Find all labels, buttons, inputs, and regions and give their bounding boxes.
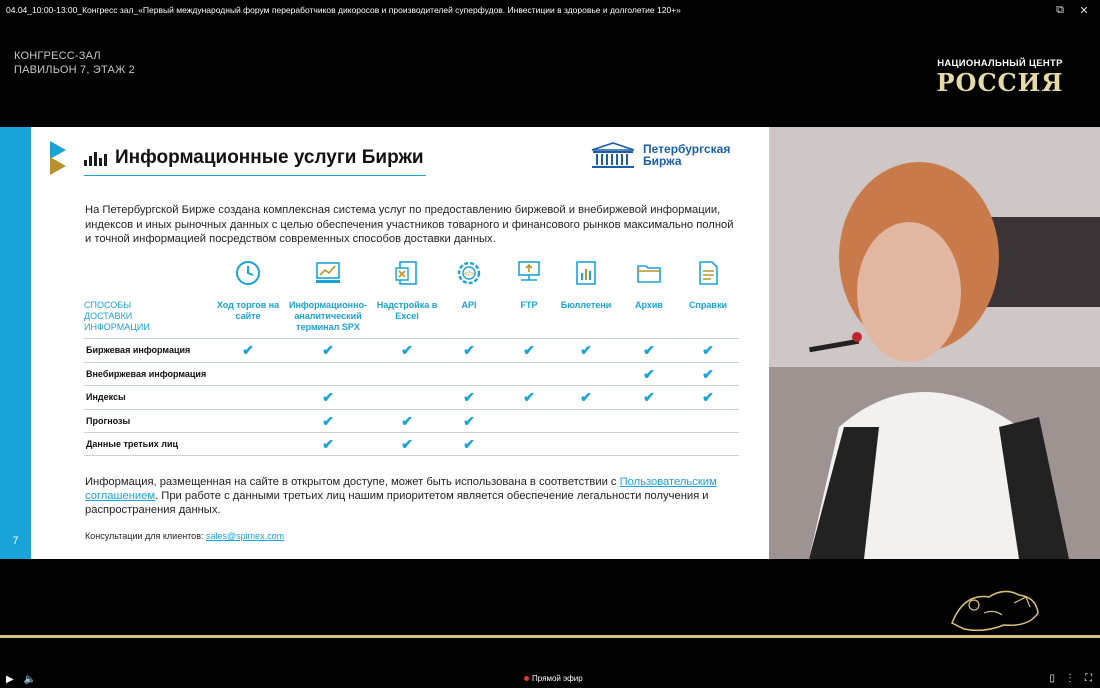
check-icon: ✔: [643, 365, 655, 382]
chevron-logo-icon: [50, 141, 68, 177]
live-indicator: [524, 674, 583, 683]
table-row: [84, 432, 739, 456]
check-icon: ✔: [702, 342, 714, 358]
lion-emblem-icon: [944, 583, 1044, 635]
player-controls: [0, 670, 1100, 688]
brand-line-1: НАЦИОНАЛЬНЫЙ ЦЕНТР: [937, 58, 1063, 69]
user-agreement-link[interactable]: Пользовательским соглашением: [85, 476, 717, 503]
exchange-name-line-2: Биржа: [643, 154, 682, 168]
table-row: [84, 385, 739, 409]
table-row: [84, 338, 739, 362]
column-header: [666, 260, 750, 311]
row-label: Индексы: [86, 392, 126, 402]
window-title-bar: [0, 0, 1100, 20]
check-icon: ✔: [523, 389, 535, 405]
column-label: API: [461, 300, 477, 310]
live-dot-icon: [524, 676, 529, 681]
clock-icon: [235, 260, 261, 286]
slide-page-number: 7: [12, 535, 19, 547]
venue-line-1: КОНГРЕСС-ЗАЛ: [14, 50, 101, 62]
window-title: 04.04_10:00-13:00_Конгресс зал_«Первый международный форум переработчиков дикоросов и производителей суперфудов. Инвестиции в здоровье и долголетие 120+»: [6, 5, 681, 15]
title-underline: [84, 175, 426, 176]
live-label: Прямой эфир: [532, 674, 583, 683]
slide-side-stripe: [0, 127, 31, 559]
volume-icon[interactable]: 🔈: [23, 673, 37, 685]
check-icon: ✔: [463, 436, 475, 452]
check-icon: ✔: [643, 389, 655, 405]
check-icon: ✔: [401, 342, 413, 358]
settings-icon[interactable]: ⋮: [1065, 673, 1075, 684]
exchange-name: [643, 143, 730, 167]
check-icon: ✔: [401, 412, 413, 429]
column-label: Архив: [635, 300, 663, 310]
close-icon[interactable]: ✕: [1079, 4, 1089, 17]
contact-email-link[interactable]: sales@spimex.com: [205, 531, 285, 541]
delivery-methods-table: [84, 260, 739, 456]
column-label: Ход торгов на сайте: [216, 300, 280, 321]
check-icon: ✔: [580, 389, 592, 405]
bar-chart-icon: [84, 150, 107, 166]
check-icon: ✔: [463, 389, 475, 405]
bulletin-icon: [573, 260, 599, 286]
table-header: [84, 260, 739, 338]
brand-line-2: РОССИЯ: [936, 68, 1064, 97]
table-row: [84, 409, 739, 433]
fullscreen-icon[interactable]: ⛶: [1085, 673, 1092, 684]
column-label: FTP: [520, 300, 538, 310]
play-icon[interactable]: ▶: [6, 673, 14, 685]
check-icon: ✔: [322, 342, 334, 358]
exchange-building-icon: [590, 141, 636, 169]
brand-logo: [930, 58, 1070, 97]
terminal-chart-icon: [315, 260, 341, 286]
ftp-upload-icon: [516, 260, 542, 286]
row-header-label: СПОСОБЫ ДОСТАВКИ ИНФОРМАЦИИ: [84, 300, 150, 332]
speaker-image: [769, 127, 1100, 559]
check-icon: ✔: [702, 365, 714, 382]
note-text-2: . При работе с данными третьих лиц нашим приоритетом является обеспечение легальности получения и распространения данных.: [85, 490, 709, 517]
speaker-video: [769, 127, 1100, 559]
check-icon: ✔: [322, 389, 334, 405]
excel-icon: [394, 260, 420, 286]
column-label: Справки: [688, 300, 727, 310]
exchange-name-line-1: Петербургская: [643, 142, 731, 156]
column-header: [286, 260, 370, 333]
document-icon: [695, 260, 721, 286]
row-label: Данные третьих лиц: [86, 439, 179, 449]
note-text-1: Информация, размещенная на сайте в открытом доступе, может быть использована в соответствии с: [85, 476, 620, 488]
column-header: [206, 260, 290, 322]
intro-paragraph: На Петербургской Бирже создана комплексная система услуг по предоставлению биржевой и внебиржевой информации, индексов и иных рыночных данных с целью обеспечения участников товарного и финансового рынков максимально полной и точной информацией посредством современных способов доставки данных.: [85, 204, 734, 245]
column-label: Информационно-аналитический терминал SPX: [288, 300, 367, 332]
table-row: [84, 362, 739, 386]
row-label: Биржевая информация: [86, 345, 191, 355]
check-icon: ✔: [401, 436, 413, 452]
row-label: Внебиржевая информация: [86, 368, 207, 379]
check-icon: ✔: [580, 342, 592, 358]
check-icon: ✔: [463, 412, 475, 429]
check-icon: ✔: [643, 342, 655, 358]
bookmark-icon[interactable]: ▯: [1049, 673, 1055, 684]
usage-note: [85, 475, 745, 518]
svg-text:</>: </>: [463, 271, 475, 278]
row-label: Прогнозы: [86, 415, 131, 426]
slide-title-block: [84, 147, 424, 169]
check-icon: ✔: [463, 342, 475, 358]
api-gear-icon: [456, 260, 482, 286]
contact-line: [85, 531, 284, 541]
check-icon: ✔: [523, 342, 535, 358]
check-icon: ✔: [322, 412, 334, 429]
open-external-icon[interactable]: ⧉: [1056, 3, 1064, 16]
slide-title: Информационные услуги Биржи: [115, 147, 424, 168]
check-icon: ✔: [242, 342, 254, 358]
gold-divider: [0, 635, 1100, 638]
venue-info: [14, 49, 135, 77]
presentation-slide: [0, 127, 769, 559]
column-label: Надстройка в Excel: [376, 300, 438, 321]
folder-archive-icon: [636, 260, 662, 286]
contact-label: Консультации для клиентов:: [85, 531, 206, 541]
table-body: [84, 338, 739, 456]
check-icon: ✔: [702, 389, 714, 405]
check-icon: ✔: [322, 436, 334, 452]
exchange-logo: [590, 141, 730, 169]
venue-line-2: ПАВИЛЬОН 7, ЭТАЖ 2: [14, 64, 135, 76]
column-label: Бюллетени: [560, 300, 612, 310]
